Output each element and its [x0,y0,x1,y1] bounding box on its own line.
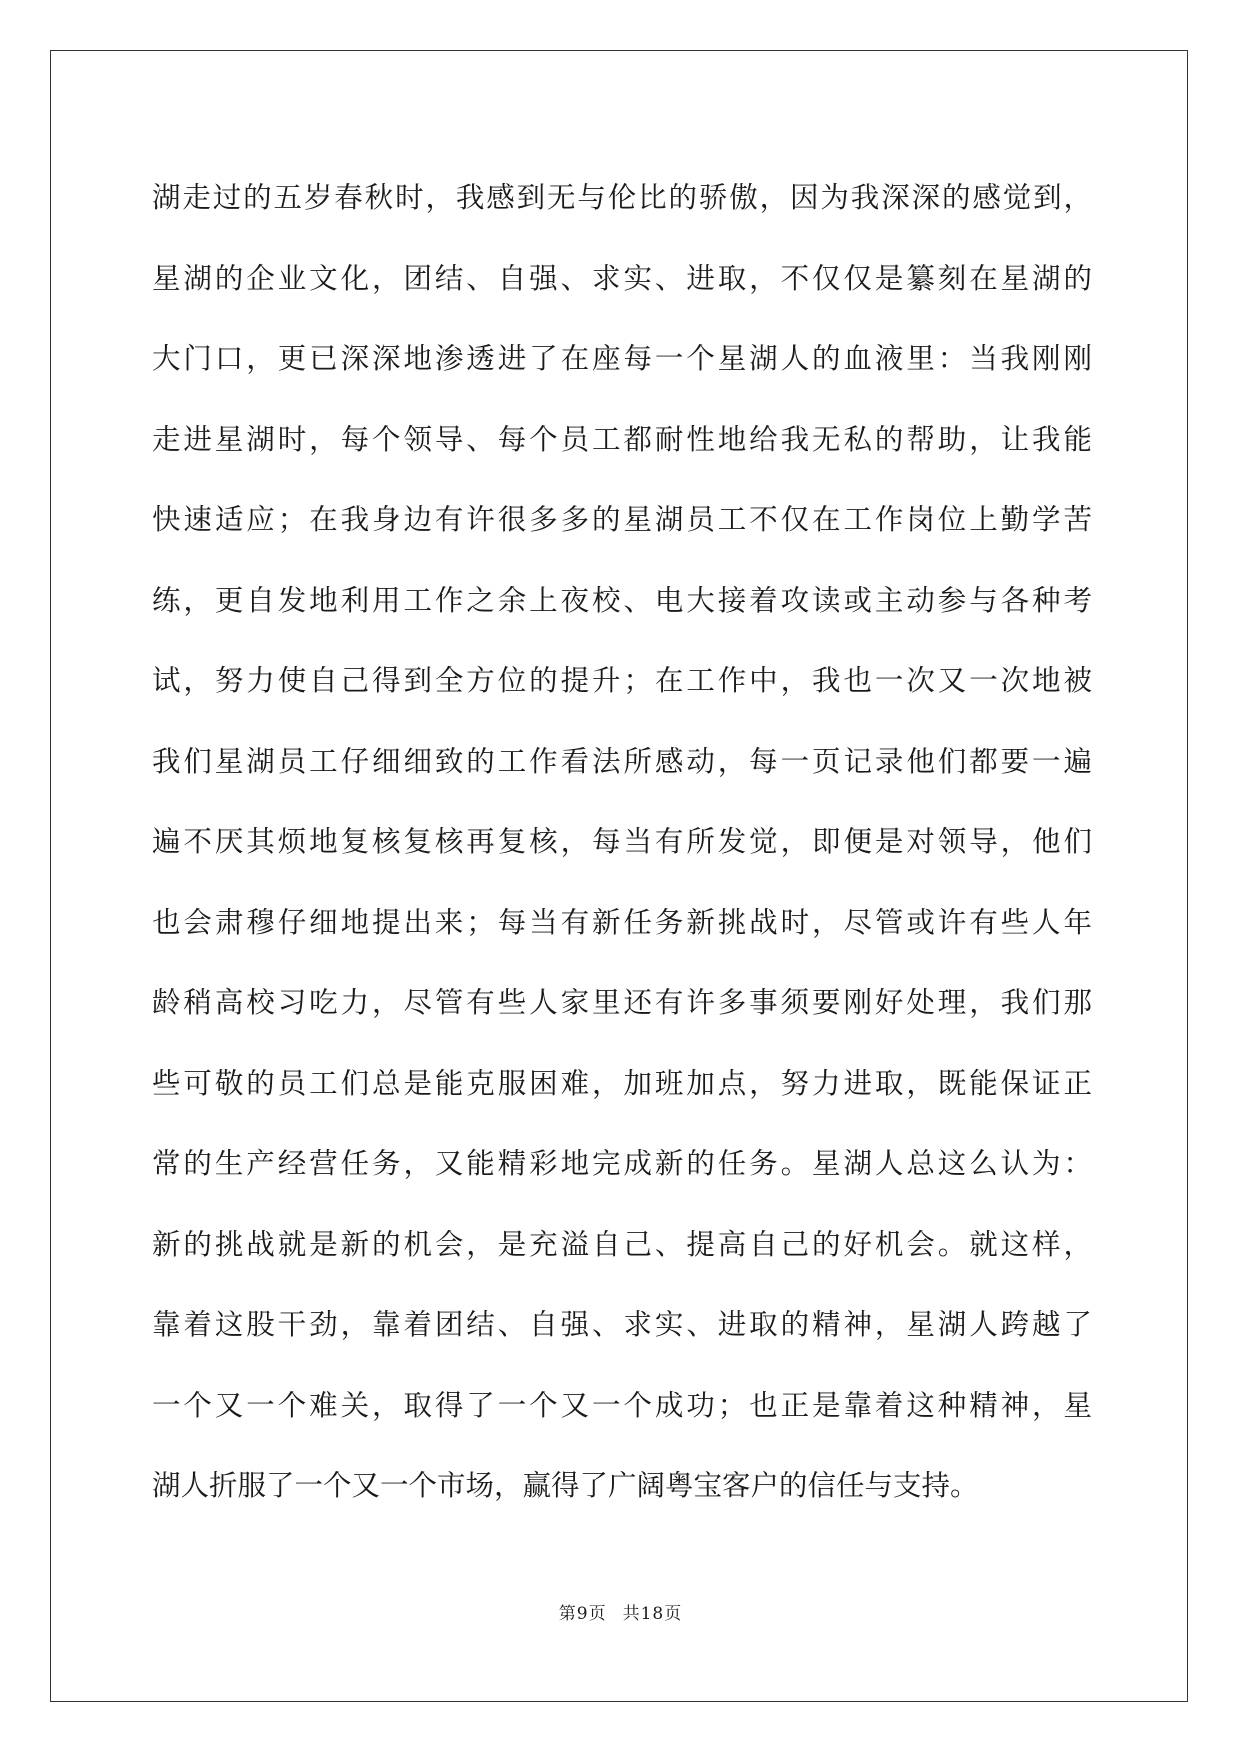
text-line: 大门口，更已深深地渗透进了在座每一个星湖人的血液里：当我刚刚 [152,342,1092,375]
text-line: 快速适应；在我身边有许很多多的星湖员工不仅在工作岗位上勤学苦 [152,503,1092,536]
text-line: 常的生产经营任务，又能精彩地完成新的任务。星湖人总这么认为： [152,1147,1092,1180]
text-line: 靠着这股干劲，靠着团结、自强、求实、进取的精神，星湖人跨越了 [152,1308,1092,1341]
text-line: 湖走过的五岁春秋时，我感到无与伦比的骄傲，因为我深深的感觉到， [152,181,1092,214]
page-footer [0,1599,1241,1624]
text-line: 星湖的企业文化，团结、自强、求实、进取，不仅仅是纂刻在星湖的 [152,261,1092,295]
text-line: 遍不厌其烦地复核复核再复核，每当有所发觉，即便是对领导，他们 [152,825,1092,858]
page-number: 第9页 [558,1604,607,1624]
text-line: 试，努力使自己得到全方位的提升；在工作中，我也一次又一次地被 [152,664,1092,697]
text-line: 也会肃穆仔细地提出来；每当有新任务新挑战时，尽管或许有些人年 [152,905,1092,939]
text-line: 湖人折服了一个又一个市场，赢得了广阔粤宝客户的信任与支持。 [152,1469,979,1502]
page-total: 共18页 [622,1604,683,1624]
text-line: 我们星湖员工仔细细致的工作看法所感动，每一页记录他们都要一遍 [152,744,1092,778]
text-line: 走进星湖时，每个领导、每个员工都耐性地给我无私的帮助，让我能 [152,422,1092,456]
document-body [152,158,1092,1527]
text-line: 些可敬的员工们总是能克服困难，加班加点，努力进取，既能保证正 [152,1066,1092,1100]
text-line: 练，更自发地利用工作之余上夜校、电大接着攻读或主动参与各种考 [152,583,1092,617]
text-line: 新的挑战就是新的机会，是充溢自己、提高自己的好机会。就这样， [152,1227,1092,1261]
text-line: 一个又一个难关，取得了一个又一个成功；也正是靠着这种精神，星 [152,1388,1092,1422]
text-line: 龄稍高校习吃力，尽管有些人家里还有许多事须要刚好处理，我们那 [152,986,1092,1019]
